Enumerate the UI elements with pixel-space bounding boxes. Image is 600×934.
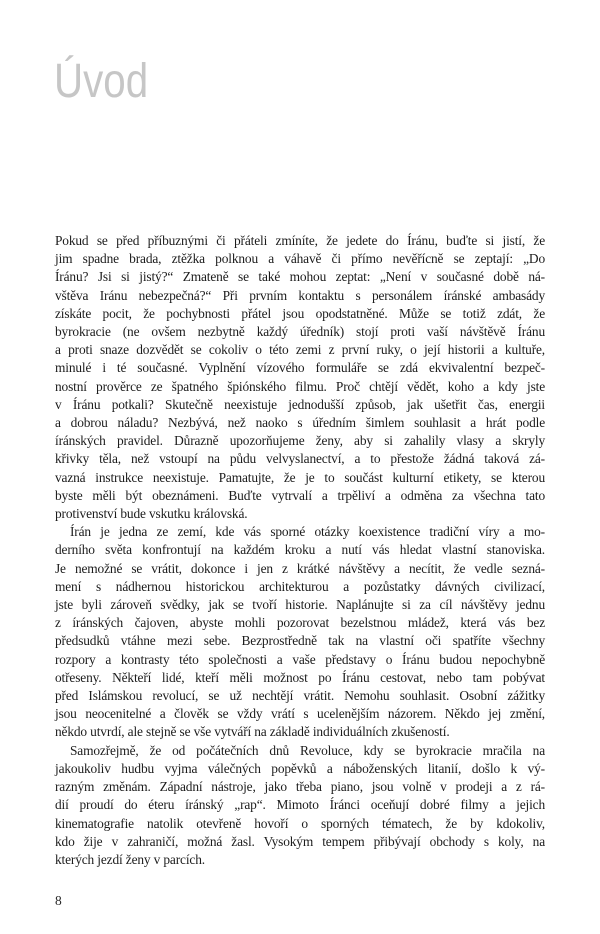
- text-line: předsudků vtáhne mezi sebe. Bezprostředně tak na vlastní oči spatříte všechny: [55, 633, 545, 649]
- text-line: kterých jezdí ženy v parcích.: [55, 851, 205, 867]
- text-line: dií proudí do éteru íránský „rap“. Mimoto Íránci oceňují dobré filmy a jejich: [55, 797, 545, 813]
- text-line: získáte pocit, že pochybnosti přátel jsou opodstatněné. Může se totiž zdát, že: [55, 305, 545, 321]
- text-line: jim spadne brada, ztěžka polknou a váhavě či přímo nevěřícně se zeptají: „Do: [55, 251, 545, 267]
- chapter-heading: Úvod: [54, 55, 149, 108]
- body-text: [55, 232, 545, 869]
- text-line: vštěva Iránu nebezpečná?“ Při prvním kontaktu s personálem íránské ambasády: [55, 287, 545, 303]
- text-line: razným změnám. Západní nástroje, jako třeba piano, jsou volně v prodeji a z rá-: [55, 779, 545, 795]
- text-line: mení s nádhernou historickou architekturou a pozůstatky dávných civilizací,: [55, 578, 545, 594]
- text-line: nostní prověrce ze špatného špiónského filmu. Proč chtějí vědět, koho a kdy jste: [55, 378, 545, 394]
- text-line: jakoukoliv hudbu vyjma válečných popěvků a náboženských litanií, došlo k vý-: [55, 760, 545, 776]
- text-line: v Íránu potkali? Skutečně neexistuje jednodušší způsob, jak ušetřit čas, energii: [55, 396, 545, 412]
- text-line: před Islámskou revolucí, se už nechtějí vrátit. Nemohu souhlasit. Osobní zážitky: [55, 688, 545, 704]
- text-line: minulé i té současné. Vyplnění vízového formuláře se zdá ekvivalentní bezpeč-: [55, 360, 545, 376]
- text-line: byste měli být obeznámeni. Buďte vytrvalí a trpěliví a odměna za všechna tato: [55, 487, 545, 503]
- text-line: Samozřejmě, že od počátečních dnů Revoluce, kdy se byrokracie mračila na: [70, 742, 545, 758]
- text-line: někdo utvrdí, ale stejně se vše vytváří na základě individuálních zkušeností.: [55, 724, 450, 740]
- text-line: protivenství bude vskutku královská.: [55, 506, 248, 522]
- text-line: Írán je jedna ze zemí, kde vás sporné otázky koexistence tradiční víry a mo-: [70, 524, 545, 540]
- text-line: byrokracie (ne ovšem nezbytně každý úředník) stojí proti vaší návštěvě Íránu: [55, 324, 545, 340]
- text-line: a proti snaze dozvědět se cokoliv o této zemi z první ruky, o její historii a kultuře,: [55, 342, 545, 358]
- text-line: rozpory a kontrasty této společnosti a vaše představy o Íránu budou nepochybně: [55, 651, 545, 667]
- text-line: z íránských čajoven, abyste mohli pozorovat bezelstnou mládež, která vás bez: [55, 615, 545, 631]
- text-line: íránských pravidel. Důrazně upozorňujeme ženy, aby si zahalily vlasy a skryly: [55, 433, 545, 449]
- text-line: vazná instrukce neexistuje. Pamatujte, že je to součást kulturní etikety, se kterou: [55, 469, 545, 485]
- text-line: derního světa konfrontují na každém kroku a nutí vás hledat vlastní stanoviska.: [55, 542, 545, 558]
- text-line: jste byli zároveň svědky, jak se tvoří historie. Naplánujte si za cíl návštěvy jednu: [55, 597, 545, 613]
- page-number: 8: [55, 893, 62, 908]
- text-line: a dobrou náladu? Nezbývá, než naoko s úředním šimlem souhlasit a hrát podle: [55, 415, 545, 431]
- text-line: křivky těla, než vstoupí na půdu velvyslanectví, a to přestože žádná taková zá-: [55, 451, 545, 467]
- text-line: Íránu? Jsi si jistý?“ Zmateně se také mohou zeptat: „Není v současné době ná-: [55, 269, 545, 285]
- text-line: kinematografie natolik otevřeně hovoří o sporných tématech, že by kdokoliv,: [55, 815, 545, 831]
- text-line: Je nemožné se vrátit, dokonce i jen z krátké návštěvy a necítit, že vedle sezná-: [55, 560, 545, 576]
- text-line: Pokud se před příbuznými či přáteli zmíníte, že jedete do Íránu, buďte si jistí, že: [55, 233, 545, 248]
- text-line: kdo žije v zahraničí, možná žasl. Vysokým tempem přibývají obchody s koly, na: [55, 833, 545, 849]
- text-line: otřeseny. Někteří lidé, kteří měli možnost po Íránu cestovat, nebo tam pobývat: [55, 669, 545, 685]
- text-line: jsou neocenitelné a člověk se vždy vrátí s ucelenějším názorem. Někdo jej změní,: [55, 706, 545, 722]
